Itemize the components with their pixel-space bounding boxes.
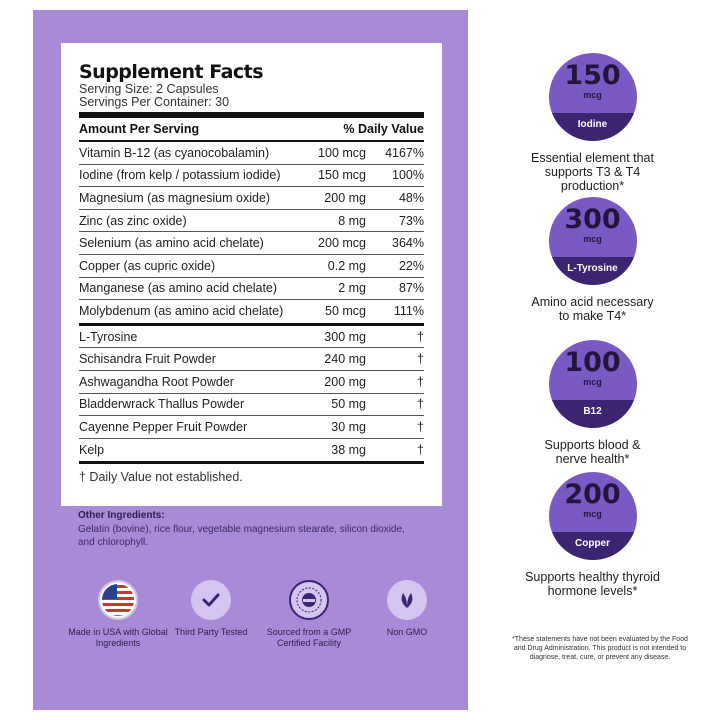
badge-label: Made in USA with Global Ingredients bbox=[68, 627, 168, 648]
stat-value: 300 bbox=[564, 204, 621, 235]
amount-header: Amount Per Serving bbox=[79, 122, 200, 136]
badge-made-in-usa bbox=[68, 580, 168, 649]
stat-unit: mcg bbox=[583, 234, 602, 244]
stat-unit: mcg bbox=[583, 377, 602, 387]
checkmark-icon bbox=[191, 580, 231, 620]
facts-title: Supplement Facts bbox=[79, 61, 264, 83]
facts-row: Copper (as cupric oxide) 0.2 mg 22% bbox=[79, 255, 424, 278]
facts-row: L-Tyrosine 300 mg † bbox=[79, 326, 424, 349]
stat-value: 100 bbox=[564, 347, 621, 378]
facts-row: Iodine (from kelp / potassium iodide) 150 mcg 100% bbox=[79, 165, 424, 188]
stat-unit: mcg bbox=[583, 90, 602, 100]
facts-row: Schisandra Fruit Powder 240 mg † bbox=[79, 348, 424, 371]
facts-row: Ashwagandha Root Powder 200 mg † bbox=[79, 371, 424, 394]
stat-disc bbox=[549, 340, 637, 428]
stat-unit: mcg bbox=[583, 509, 602, 519]
other-ingredients-text: Gelatin (bovine), rice flour, vegetable magnesium stearate, silicon dioxide, and chlorophyll. bbox=[78, 523, 405, 548]
badge-non-gmo bbox=[357, 580, 457, 638]
other-ingredients bbox=[78, 509, 408, 550]
badge-label: Non GMO bbox=[386, 627, 428, 637]
facts-row: Molybdenum (as amino acid chelate) 50 mcg 111% bbox=[79, 304, 424, 319]
stat-iodine bbox=[525, 53, 660, 193]
supplement-facts-label bbox=[61, 43, 442, 506]
stat-description: Supports healthy thyroid hormone levels* bbox=[525, 570, 660, 598]
vitamin-rows bbox=[79, 142, 424, 323]
stat-nutrient: B12 bbox=[549, 400, 637, 428]
stat-value: 200 bbox=[564, 479, 621, 510]
facts-row: Selenium (as amino acid chelate) 200 mcg 364% bbox=[79, 232, 424, 255]
other-ingredients-title: Other Ingredients: bbox=[78, 510, 165, 521]
stat-disc bbox=[549, 197, 637, 285]
facts-row: Magnesium (as magnesium oxide) 200 mg 48% bbox=[79, 187, 424, 210]
dv-header: % Daily Value bbox=[343, 122, 424, 136]
facts-row: Zinc (as zinc oxide) 8 mg 73% bbox=[79, 210, 424, 233]
stat-disc bbox=[549, 53, 637, 141]
stat-description: Supports blood & nerve health* bbox=[544, 438, 641, 466]
badge-label: Sourced from a GMP Certified Facility bbox=[266, 627, 352, 648]
footnote: † Daily Value not established. bbox=[79, 470, 243, 485]
product-info-panel bbox=[33, 10, 468, 710]
facts-row: Kelp 38 mg † bbox=[79, 443, 424, 458]
badge-row bbox=[68, 580, 463, 660]
badge-label: Third Party Tested bbox=[174, 627, 248, 637]
usa-flag-icon bbox=[98, 580, 138, 620]
stat-disc bbox=[549, 472, 637, 560]
stat-nutrient: Copper bbox=[549, 532, 637, 560]
facts-row: Manganese (as amino acid chelate) 2 mg 87% bbox=[79, 278, 424, 301]
leaf-icon bbox=[387, 580, 427, 620]
facts-header-row bbox=[79, 118, 424, 140]
serving-size: Serving Size: 2 Capsules bbox=[79, 82, 219, 96]
stat-value: 150 bbox=[564, 60, 621, 91]
facts-row: Bladderwrack Thallus Powder 50 mg † bbox=[79, 394, 424, 417]
herb-rows bbox=[79, 326, 424, 462]
badge-third-party-tested bbox=[161, 580, 261, 638]
stat-b12 bbox=[535, 340, 650, 466]
facts-row: Cayenne Pepper Fruit Powder 30 mg † bbox=[79, 416, 424, 439]
stat-nutrient: Iodine bbox=[549, 113, 637, 141]
gmp-seal-icon bbox=[289, 580, 329, 620]
stat-copper bbox=[525, 472, 660, 598]
stat-description: Essential element that supports T3 & T4 production* bbox=[531, 151, 654, 193]
facts-row: Vitamin B-12 (as cyanocobalamin) 100 mcg 4167% bbox=[79, 142, 424, 165]
stat-l-tyrosine bbox=[530, 197, 655, 323]
stat-nutrient: L-Tyrosine bbox=[549, 257, 637, 285]
servings-per-container: Servings Per Container: 30 bbox=[79, 95, 230, 109]
fda-disclaimer: *These statements have not been evaluated by the Food and Drug Administration. This product is not intended to diagnose, treat, cure, or prevent any disease. bbox=[512, 636, 688, 661]
badge-gmp bbox=[259, 580, 359, 649]
stat-description: Amino acid necessary to make T4* bbox=[531, 295, 654, 323]
